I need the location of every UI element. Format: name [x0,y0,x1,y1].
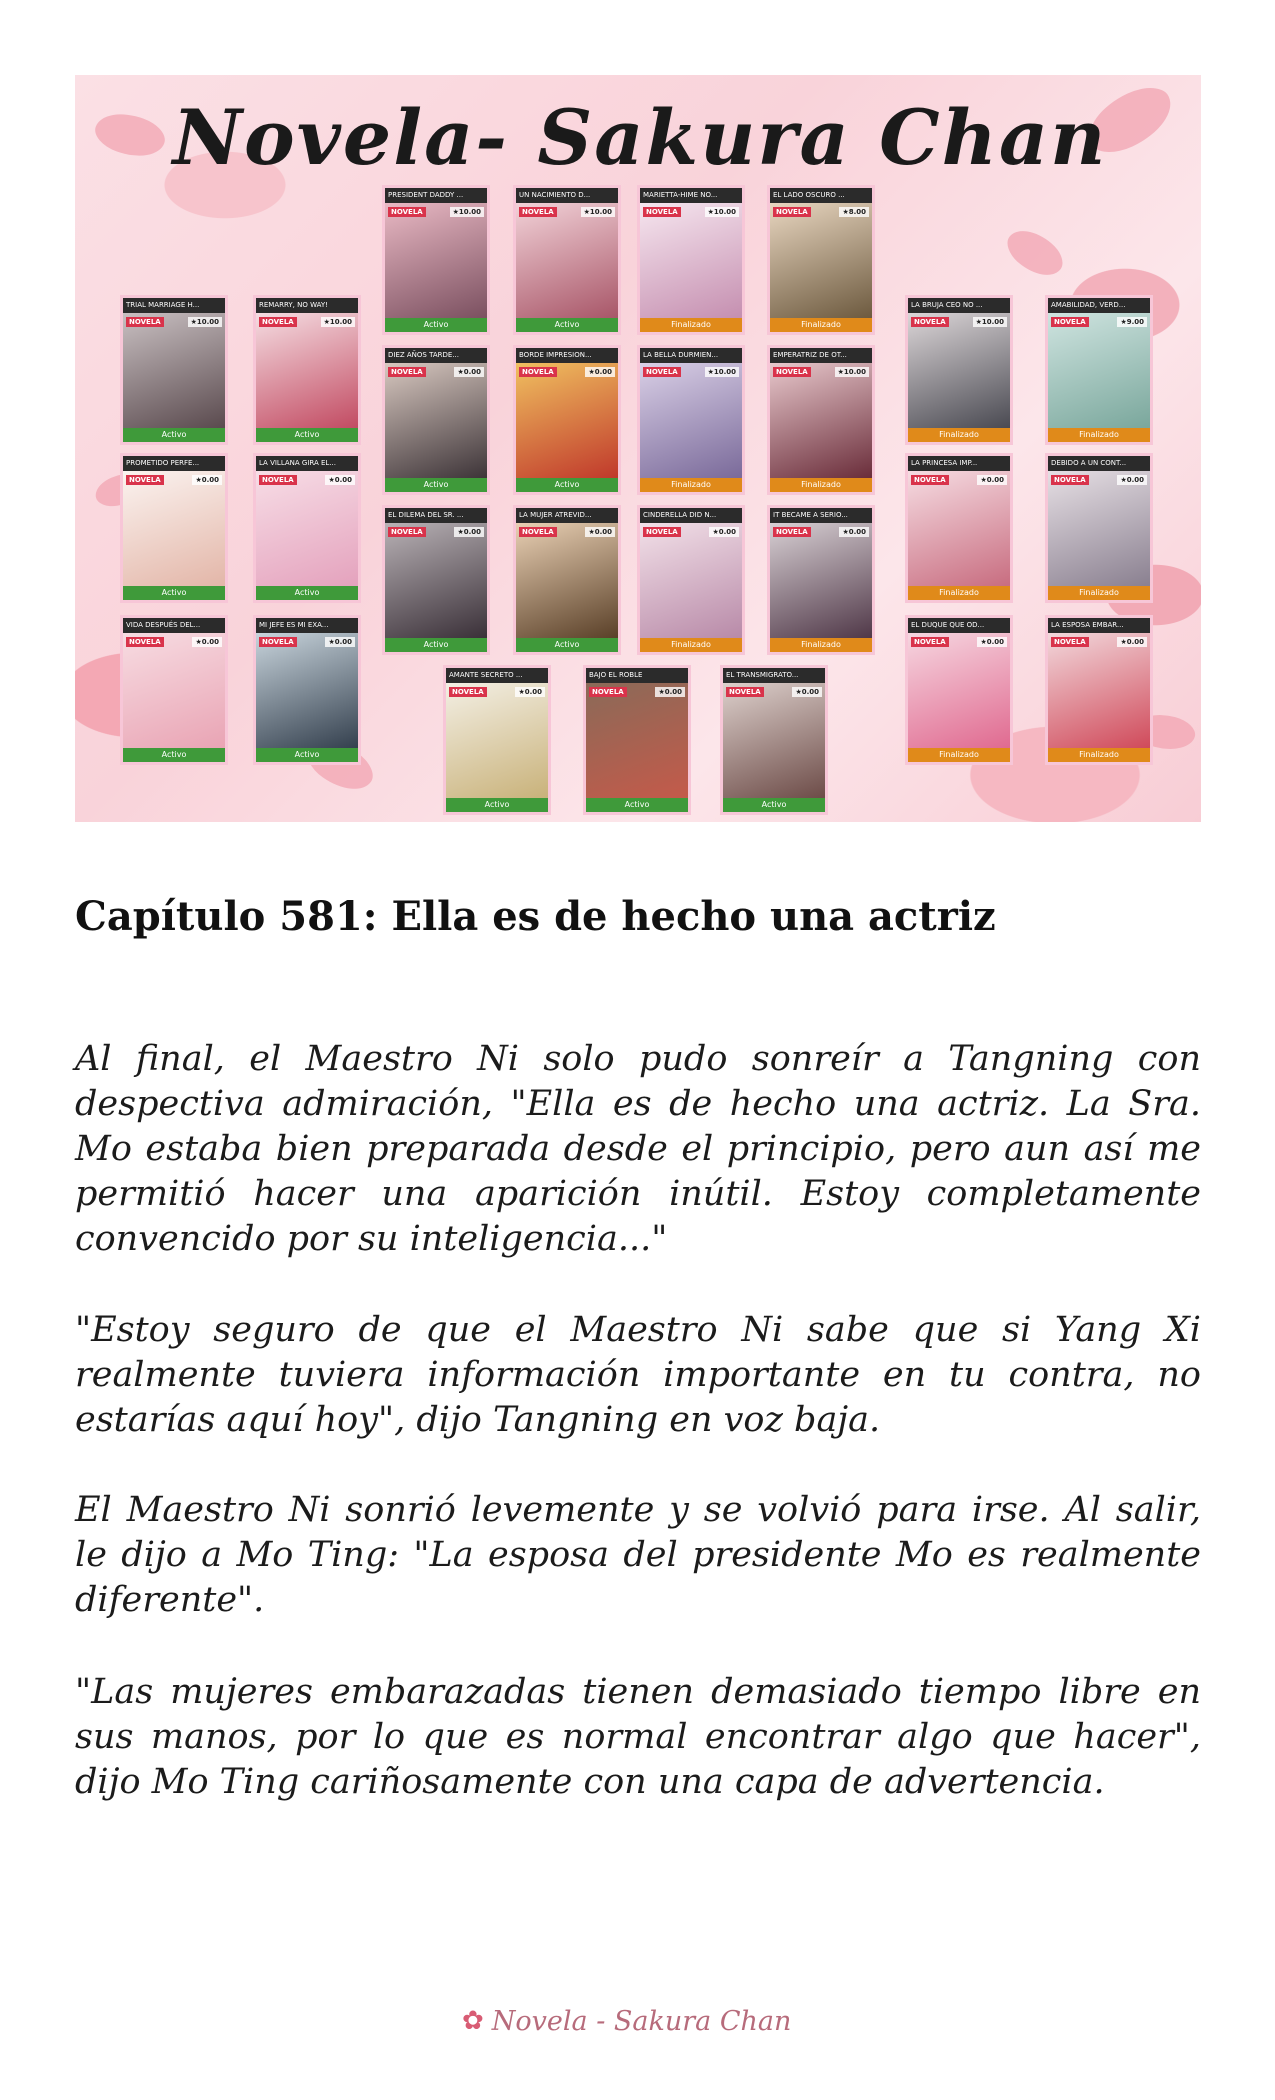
novel-badge: NOVELA [388,527,426,537]
novel-rating: ★10.00 [450,207,484,217]
novel-cover-title: UN NACIMIENTO D... [516,188,618,203]
novel-status: Finalizado [770,478,872,492]
novel-rating: ★0.00 [454,527,484,537]
novel-cover-art [770,363,872,478]
novel-cover [253,453,361,603]
novel-status: Activo [516,318,618,332]
petal-decoration [1000,220,1069,286]
novel-cover-title: CINDERELLA DID N... [640,508,742,523]
banner-image [75,75,1201,822]
novel-rating: ★10.00 [705,207,739,217]
novel-cover-title: TRIAL MARRIAGE H... [123,298,225,313]
novel-rating: ★0.00 [585,527,615,537]
novel-cover-title: EL LADO OSCURO ... [770,188,872,203]
chapter-title: Capítulo 581: Ella es de hecho una actriz [75,893,996,940]
novel-badge: NOVELA [726,687,764,697]
novel-status: Finalizado [1048,428,1150,442]
novel-cover [513,505,621,655]
novel-cover-art [256,471,358,586]
novel-status: Activo [123,428,225,442]
paragraph: Al final, el Maestro Ni solo pudo sonreír a Tangning con despectiva admiración, "Ella es de hecho una actriz. La Sra. Mo estaba bien preparada desde el principio, pero aun así me permitió hacer una aparición inútil. Estoy completamente convencido por su inteligencia..." [75,1039,1201,1259]
novel-cover [382,345,490,495]
novel-cover-title: LA ESPOSA EMBAR... [1048,618,1150,633]
novel-cover [1045,453,1153,603]
novel-badge: NOVELA [259,317,297,327]
novel-badge: NOVELA [911,317,949,327]
novel-cover [253,615,361,765]
novel-status: Activo [586,798,688,812]
novel-status: Activo [123,586,225,600]
novel-cover [583,665,691,815]
novel-cover-art [385,523,487,638]
novel-status: Activo [256,428,358,442]
novel-cover-title: DEBIDO A UN CONT... [1048,456,1150,471]
novel-cover-title: LA MUJER ATREVID... [516,508,618,523]
novel-cover-title: PRESIDENT DADDY ... [385,188,487,203]
novel-badge: NOVELA [643,527,681,537]
novel-status: Activo [446,798,548,812]
novel-status: Activo [516,638,618,652]
footer-text: Novela - Sakura Chan [491,2005,792,2037]
novel-status: Finalizado [908,748,1010,762]
novel-cover-art [123,471,225,586]
novel-cover [905,615,1013,765]
novel-cover-title: LA BRUJA CEO NO ... [908,298,1010,313]
novel-rating: ★0.00 [1117,475,1147,485]
novel-cover-title: IT BECAME A SERIO... [770,508,872,523]
novel-cover-art [516,363,618,478]
novel-badge: NOVELA [388,207,426,217]
novel-badge: NOVELA [643,367,681,377]
novel-status: Finalizado [1048,748,1150,762]
novel-status: Finalizado [1048,586,1150,600]
novel-cover-title: EL TRANSMIGRATO... [723,668,825,683]
novel-cover [767,505,875,655]
novel-status: Finalizado [640,318,742,332]
novel-status: Finalizado [908,586,1010,600]
novel-cover [382,185,490,335]
novel-cover-art [640,363,742,478]
novel-rating: ★9.00 [1117,317,1147,327]
novel-cover [637,185,745,335]
novel-badge: NOVELA [259,637,297,647]
novel-cover-title: EL DILEMA DEL SR. ... [385,508,487,523]
novel-badge: NOVELA [589,687,627,697]
novel-cover-title: AMABILIDAD, VERD... [1048,298,1150,313]
novel-cover-title: MARIETTA-HIME NO... [640,188,742,203]
novel-rating: ★0.00 [977,637,1007,647]
novel-rating: ★10.00 [705,367,739,377]
novel-badge: NOVELA [388,367,426,377]
novel-status: Activo [723,798,825,812]
novel-status: Finalizado [640,638,742,652]
novel-badge: NOVELA [449,687,487,697]
novel-cover [1045,615,1153,765]
novel-rating: ★0.00 [709,527,739,537]
novel-rating: ★0.00 [1117,637,1147,647]
novel-badge: NOVELA [1051,317,1089,327]
novel-rating: ★0.00 [454,367,484,377]
novel-badge: NOVELA [126,475,164,485]
novel-rating: ★10.00 [321,317,355,327]
novel-cover [120,295,228,445]
novel-cover-title: BORDE IMPRESION... [516,348,618,363]
novel-rating: ★10.00 [188,317,222,327]
novel-cover-art [516,523,618,638]
novel-status: Activo [516,478,618,492]
novel-rating: ★0.00 [585,367,615,377]
footer-watermark [462,1994,822,2048]
novel-rating: ★0.00 [792,687,822,697]
novel-badge: NOVELA [773,527,811,537]
novel-cover-art [385,363,487,478]
novel-cover [120,453,228,603]
novel-status: Activo [385,638,487,652]
novel-cover-art [770,203,872,318]
novel-rating: ★10.00 [581,207,615,217]
novel-cover [767,185,875,335]
novel-status: Activo [256,586,358,600]
novel-badge: NOVELA [519,527,557,537]
novel-rating: ★0.00 [325,475,355,485]
novel-rating: ★0.00 [325,637,355,647]
novel-badge: NOVELA [1051,475,1089,485]
novel-cover [120,615,228,765]
novel-status: Finalizado [640,478,742,492]
novel-cover-art [256,633,358,748]
novel-cover-art [586,683,688,798]
novel-cover [513,345,621,495]
novel-cover-title: MI JEFE ES MI EXA... [256,618,358,633]
novel-cover-art [723,683,825,798]
novel-cover-title: BAJO EL ROBLE [586,668,688,683]
novel-rating: ★10.00 [973,317,1007,327]
novel-badge: NOVELA [1051,637,1089,647]
novel-cover [767,345,875,495]
novel-cover-title: LA VILLANA GIRA EL... [256,456,358,471]
novel-cover-art [908,633,1010,748]
novel-rating: ★10.00 [835,367,869,377]
novel-status: Finalizado [908,428,1010,442]
novel-cover-art [908,313,1010,428]
novel-status: Finalizado [770,638,872,652]
novel-cover [513,185,621,335]
novel-rating: ★0.00 [655,687,685,697]
novel-cover-title: LA BELLA DURMIEN... [640,348,742,363]
novel-rating: ★0.00 [839,527,869,537]
novel-cover-title: REMARRY, NO WAY! [256,298,358,313]
novel-rating: ★0.00 [515,687,545,697]
novel-cover-art [1048,471,1150,586]
novel-cover-title: DIEZ AÑOS TARDE... [385,348,487,363]
novel-cover-title: LA PRINCESA IMP... [908,456,1010,471]
novel-cover-art [256,313,358,428]
banner-title: Novela- Sakura Chan [172,93,1108,182]
novel-status: Activo [385,478,487,492]
novel-cover-art [640,203,742,318]
novel-rating: ★0.00 [192,475,222,485]
novel-cover [253,295,361,445]
novel-cover [443,665,551,815]
novel-badge: NOVELA [126,637,164,647]
novel-cover [905,295,1013,445]
novel-cover-art [123,633,225,748]
novel-rating: ★8.00 [839,207,869,217]
novel-cover-art [446,683,548,798]
novel-cover [382,505,490,655]
novel-badge: NOVELA [643,207,681,217]
novel-cover-title: AMANTE SECRETO ... [446,668,548,683]
novel-cover-art [1048,633,1150,748]
novel-cover [720,665,828,815]
novel-cover-title: PROMETIDO PERFE... [123,456,225,471]
novel-badge: NOVELA [911,637,949,647]
novel-cover-art [1048,313,1150,428]
novel-cover [1045,295,1153,445]
novel-cover-title: EL DUQUE QUE OD... [908,618,1010,633]
novel-cover-art [516,203,618,318]
novel-badge: NOVELA [519,207,557,217]
paragraph: El Maestro Ni sonrió levemente y se volvió para irse. Al salir, le dijo a Mo Ting: "La esposa del presidente Mo es realmente diferente". [75,1490,1201,1620]
novel-cover [637,505,745,655]
novel-badge: NOVELA [911,475,949,485]
paragraph: "Las mujeres embarazadas tienen demasiado tiempo libre en sus manos, por lo que es normal encontrar algo que hacer", dijo Mo Ting cariñosamente con una capa de advertencia. [75,1672,1201,1802]
novel-cover-art [640,523,742,638]
novel-badge: NOVELA [126,317,164,327]
novel-rating: ★0.00 [192,637,222,647]
novel-status: Activo [123,748,225,762]
novel-status: Finalizado [770,318,872,332]
novel-status: Activo [385,318,487,332]
novel-cover-title: VIDA DESPUÉS DEL... [123,618,225,633]
novel-cover-art [770,523,872,638]
novel-cover-title: EMPERATRIZ DE OT... [770,348,872,363]
novel-status: Activo [256,748,358,762]
paragraph: "Estoy seguro de que el Maestro Ni sabe que si Yang Xi realmente tuviera información importante en tu contra, no estarías aquí hoy", dijo Tangning en voz baja. [75,1310,1201,1440]
novel-cover-art [123,313,225,428]
novel-cover [637,345,745,495]
novel-badge: NOVELA [259,475,297,485]
novel-cover-art [385,203,487,318]
sakura-flower-icon: ✿ [462,2006,484,2036]
novel-badge: NOVELA [773,367,811,377]
novel-badge: NOVELA [773,207,811,217]
novel-badge: NOVELA [519,367,557,377]
novel-cover [905,453,1013,603]
novel-rating: ★0.00 [977,475,1007,485]
novel-cover-art [908,471,1010,586]
